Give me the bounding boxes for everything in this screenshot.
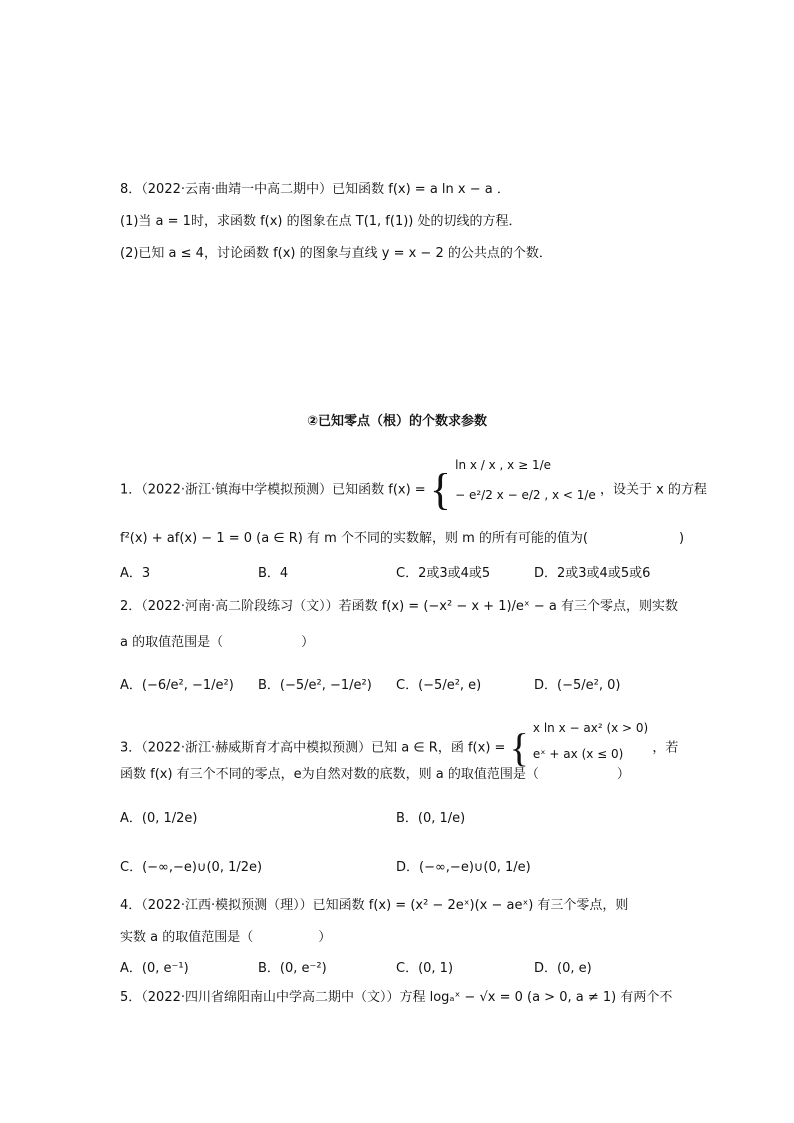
q1-cases [455, 458, 596, 512]
q2-option-d: D．(−5/e², 0) [534, 678, 621, 693]
q1-stem-text: 1．（2022·浙江·镇海中学模拟预测）已知函数 f(x) = [120, 482, 426, 498]
q1-stem [120, 458, 707, 514]
q1-option-d: D．2或3或4或5或6 [534, 566, 651, 581]
q3-options-row2 [120, 856, 690, 875]
q3-option-c: C．(−∞,−e)∪(0, 1/2e) [120, 860, 263, 875]
q2-options [120, 674, 690, 693]
q3-brace: { [509, 725, 529, 770]
q1-option-a: A．3 [120, 566, 151, 581]
q2-option-b: B．(−5/e², −1/e²) [258, 678, 372, 693]
q3-case2: eˣ + ax (x ≤ 0) [532, 747, 624, 761]
q4-option-c: C．(0, 1) [396, 961, 454, 976]
q1-option-b: B．4 [258, 566, 289, 581]
q4-option-d: D．(0, e) [534, 961, 592, 976]
q1-case1: ln x / x , x ≥ 1/e [455, 458, 552, 472]
q2-option-a: A．(−6/e², −1/e²) [120, 678, 234, 693]
q2-stem: 2．（2022·河南·高二阶段练习（文））若函数 f(x) = (−x² − x + 1)/eˣ − a 有三个零点，则实数 [120, 599, 678, 614]
problem8-part1: (1)当 a = 1时，求函数 f(x) 的图象在点 T(1, f(1)) 处的切线的方程． [120, 214, 522, 229]
q1-option-c: C．2或3或4或5 [396, 566, 491, 581]
q3-line2: 函数 f(x) 有三个不同的零点，e为自然对数的底数，则 a 的取值范围是（ ） [120, 767, 630, 782]
q2-line2: a 的取值范围是（ ） [120, 635, 315, 650]
q3-options-row1 [120, 807, 690, 826]
q4-option-b: B．(0, e⁻²) [258, 961, 327, 976]
q2-option-c: C．(−5/e², e) [396, 678, 482, 693]
q3-option-b: B．(0, 1/e) [396, 811, 466, 826]
q4-line2: 实数 a 的取值范围是（ ） [120, 930, 332, 945]
q1-options [120, 562, 690, 581]
q3-cases [532, 721, 649, 768]
q3-option-d: D．(−∞,−e)∪(0, 1/e) [396, 860, 531, 875]
q1-stem-tail: ，设关于 x 的方程 [599, 482, 707, 498]
q4-stem: 4．（2022·江西·模拟预测（理））已知函数 f(x) = (x² − 2eˣ)(x − aeˣ) 有三个零点，则 [120, 898, 629, 913]
q3-option-a: A．(0, 1/2e) [120, 811, 198, 826]
q4-options [120, 957, 690, 976]
q1-line2: f²(x) + af(x) − 1 = 0 (a ∈ R) 有 m 个不同的实数解，则 m 的所有可能的值为( ) [120, 531, 685, 546]
q3-stem-tail: ，若 [652, 740, 679, 756]
q1-case2: − e²/2 x − e/2 , x < 1/e [455, 488, 596, 502]
q5-stem: 5．（2022·四川省绵阳南山中学高二期中（文））方程 logₐˣ − √x = 0 (a > 0, a ≠ 1) 有两个不 [120, 990, 673, 1005]
q3-stem-text: 3．（2022·浙江·赫威斯育才高中模拟预测）已知 a ∈ R，函 f(x) = [120, 740, 506, 756]
problem8-part2: (2)已知 a ≤ 4，讨论函数 f(x) 的图象与直线 y = x − 2 的公共点的个数． [120, 246, 552, 261]
q1-brace: { [429, 465, 451, 514]
problem8-stem: 8．（2022·云南·曲靖一中高二期中）已知函数 f(x) = a ln x − a ． [120, 182, 510, 197]
q3-stem [120, 721, 679, 770]
q3-case1: x ln x − ax² (x > 0) [532, 721, 649, 735]
q4-option-a: A．(0, e⁻¹) [120, 961, 189, 976]
section-title: ②已知零点（根）的个数求参数 [306, 414, 487, 429]
